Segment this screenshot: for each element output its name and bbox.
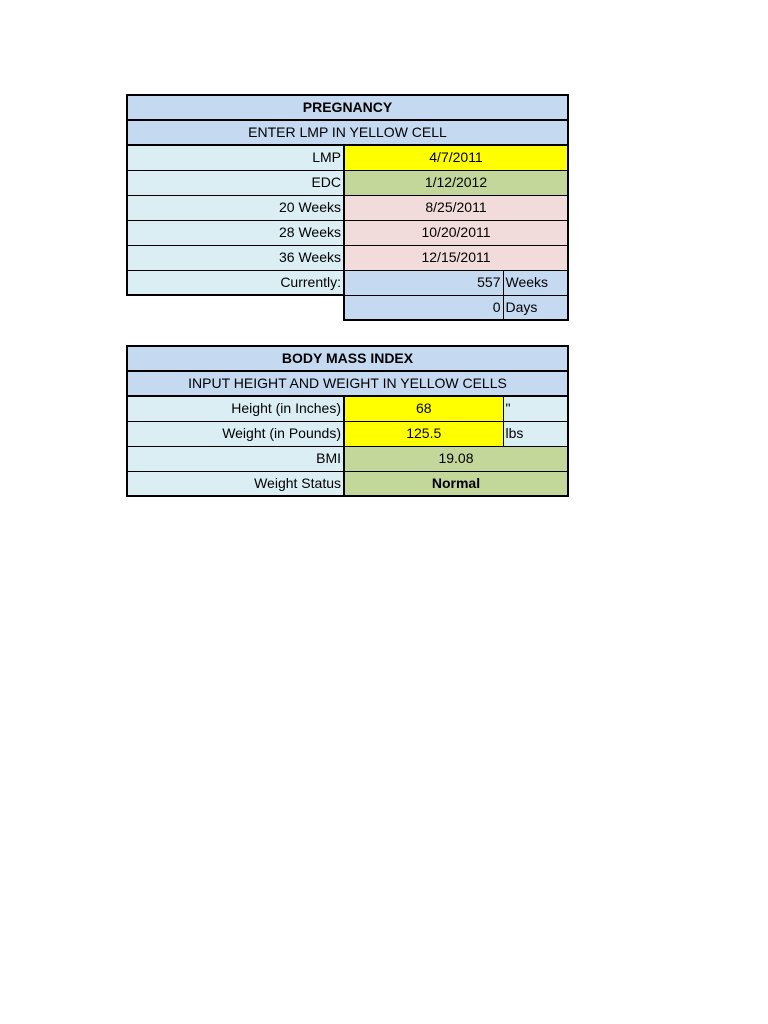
lmp-input[interactable]: 4/7/2011 [344,145,568,170]
bmi-subtitle: INPUT HEIGHT AND WEIGHT IN YELLOW CELLS [127,371,568,396]
lmp-label: LMP [127,145,344,170]
weeks-36-label: 36 Weeks [127,245,344,270]
weeks-20-value: 8/25/2011 [344,195,568,220]
pregnancy-table [126,94,569,321]
edc-value: 1/12/2012 [344,170,568,195]
edc-label: EDC [127,170,344,195]
pregnancy-title: PREGNANCY [127,95,568,120]
current-days-value: 0 [344,295,503,320]
bmi-label: BMI [127,446,344,471]
bmi-title: BODY MASS INDEX [127,346,568,371]
days-unit: Days [503,295,568,320]
empty-cell [127,295,344,320]
weight-label: Weight (in Pounds) [127,421,344,446]
weeks-28-value: 10/20/2011 [344,220,568,245]
bmi-table [126,345,569,497]
current-weeks-value: 557 [344,270,503,295]
pregnancy-subtitle: ENTER LMP IN YELLOW CELL [127,120,568,145]
currently-label: Currently: [127,270,344,295]
height-input[interactable]: 68 [344,396,503,421]
weeks-20-label: 20 Weeks [127,195,344,220]
weeks-unit: Weeks [503,270,568,295]
weight-input[interactable]: 125.5 [344,421,503,446]
bmi-value: 19.08 [344,446,568,471]
weight-status-label: Weight Status [127,471,344,496]
weight-unit: lbs [503,421,568,446]
weeks-36-value: 12/15/2011 [344,245,568,270]
height-unit: " [503,396,568,421]
height-label: Height (in Inches) [127,396,344,421]
weeks-28-label: 28 Weeks [127,220,344,245]
weight-status-value: Normal [344,471,568,496]
